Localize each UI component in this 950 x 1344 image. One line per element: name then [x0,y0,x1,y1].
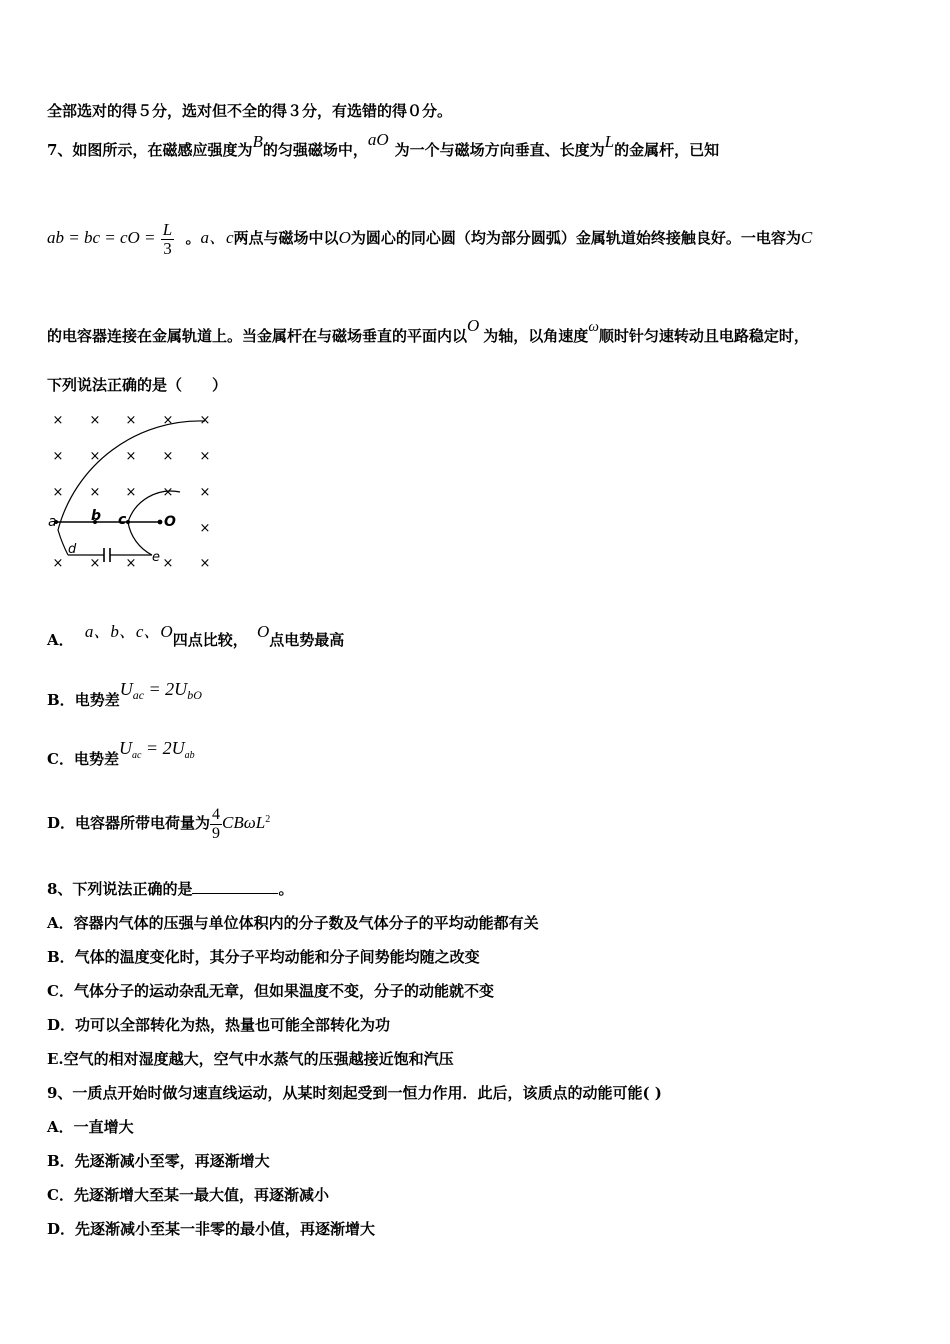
q7-fraction-den: 3 [163,238,172,258]
q7-text-1: 7、如图所示，在磁感应强度为 [47,141,253,159]
q7-fraction-num: L [162,219,173,239]
q7-option-d-den: 9 [212,824,221,842]
q8-answer-blank[interactable] [192,879,278,894]
q7-stem-line4: 下列说法正确的是（ ） [47,376,228,394]
q8-option-e[interactable]: E.空气的相对湿度越大，空气中水蒸气的压强越接近饱和汽压 [47,1050,454,1068]
q7-option-c-eq: = 2U [141,738,185,758]
field-cross: × [199,556,211,571]
field-cross: × [162,485,174,500]
field-cross: × [125,449,137,464]
field-cross: × [199,521,211,536]
q7-text-2: 的匀强磁场中， [262,141,368,159]
q8-stem-end: 。 [278,880,294,898]
q7-text-4: 的金属杆，已知 [614,141,720,159]
field-cross: × [52,556,64,571]
q7-option-b-sub2: bO [187,688,202,702]
q7-text-10: 顺时针匀速转动且电路稳定时， [598,327,809,345]
q7-option-a-text2: 点电势最高 [269,631,345,649]
q9-option-a[interactable]: A．一直增大 [47,1118,134,1136]
q7-var-aO: aO [367,130,389,149]
field-cross: × [89,485,101,500]
q7-var-O2: O [467,316,480,335]
q7-option-d-text: 电容器所带电荷量为 [75,814,211,832]
field-cross: × [89,449,101,464]
label-e: e [152,550,160,565]
q8-option-c[interactable]: C．气体分子的运动杂乱无章，但如果温度不变，分子的动能就不变 [47,982,494,1000]
field-cross: × [162,413,174,428]
q7-text-5: 。 [185,229,201,247]
q8-option-d[interactable]: D．功可以全部转化为热，热量也可能全部转化为功 [47,1016,391,1034]
q7-option-b-text: 电势差 [74,691,120,709]
field-cross: × [162,556,174,571]
q7-option-c-text: 电势差 [73,750,119,768]
field-cross: × [125,556,137,571]
q8-stem [47,879,293,899]
field-cross: × [89,556,101,571]
q7-stem-line2 [47,218,812,258]
q7-figure [40,405,230,580]
q7-option-d-sup: 2 [265,814,271,825]
q7-option-a-O: O [256,622,270,641]
field-cross: × [162,449,174,464]
q7-option-b[interactable] [47,679,202,715]
field-cross: × [125,485,137,500]
q7-stem-line1 [47,130,720,160]
q7-var-O1: O [338,228,351,247]
label-a: a [48,514,57,530]
q7-var-B: B [252,132,263,151]
field-cross: × [199,485,211,500]
q7-option-a[interactable] [47,622,345,650]
pivot-point [158,520,163,525]
q9-option-c[interactable]: C．先逐渐增大至某一最大值，再逐渐减小 [47,1186,329,1204]
intro-line: 全部选对的得５分，选对但不全的得３分，有选错的得０分。 [47,102,453,120]
q7-var-ac: a、c [200,228,234,247]
field-cross: × [52,485,64,500]
label-b: b [91,508,102,524]
q7-option-d-num: 4 [212,805,221,823]
point-c [126,520,130,524]
q7-option-b-letter: B． [47,691,75,709]
q7-fraction [161,221,174,258]
field-cross: × [89,413,101,428]
q7-option-d-expr: CBωL [222,813,266,832]
q8-option-b[interactable]: B．气体的温度变化时，其分子平均动能和分子间势能均随之改变 [47,948,480,966]
q7-var-L: L [604,132,615,151]
field-cross: × [52,413,64,428]
q7-option-c[interactable] [47,738,195,776]
q7-var-omega: ω [588,319,599,335]
q9-stem: 9、一质点开始时做匀速直线运动，从某时刻起受到一恒力作用．此后，该质点的动能可能( ) [47,1084,662,1102]
q7-option-b-sub1: ac [132,688,145,702]
q7-option-a-letter: A． [47,631,74,649]
field-cross: × [199,449,211,464]
q7-text-3: 为一个与磁场方向垂直、长度为 [394,141,605,159]
q7-option-b-U: U [119,679,133,699]
q7-option-a-math: a、b、c、O [84,622,173,641]
field-cross: × [199,413,211,428]
q9-option-d[interactable]: D．先逐渐减小至某一非零的最小值，再逐渐增大 [47,1220,376,1238]
q7-option-d-letter: D． [47,814,76,832]
field-cross: × [52,449,64,464]
q7-option-c-U: U [118,738,132,758]
label-d: d [68,542,77,557]
q7-option-b-eq: = 2U [144,679,188,699]
q9-option-b[interactable]: B．先逐渐减小至零，再逐渐增大 [47,1152,270,1170]
q7-option-d[interactable] [47,800,270,843]
q7-option-c-letter: C． [47,750,74,768]
q7-text-8: 的电容器连接在金属轨道上。当金属杆在与磁场垂直的平面内以 [47,327,468,345]
q7-text-9: 为轴，以角速度 [483,327,589,345]
q7-option-d-fraction [210,806,222,843]
q7-equation: ab = bc = cO = [47,228,156,247]
q7-option-c-sub1: ac [131,750,142,761]
q7-var-C: C [800,228,813,247]
q8-stem-text: 8、下列说法正确的是 [47,880,193,898]
label-c: c [118,512,127,528]
q7-text-7: 为圆心的同心圆（均为部分圆弧）金属轨道始终接触良好。一电容为 [350,229,801,247]
q8-option-a[interactable]: A．容器内气体的压强与单位体积内的分子数及气体分子的平均动能都有关 [47,914,539,932]
q7-option-a-text1: 四点比较， [172,631,248,649]
field-cross: × [125,413,137,428]
q7-stem-line3 [47,316,809,347]
q7-text-6: 两点与磁场中以 [233,229,339,247]
label-O: O [164,514,176,530]
q7-option-c-sub2: ab [184,750,195,761]
